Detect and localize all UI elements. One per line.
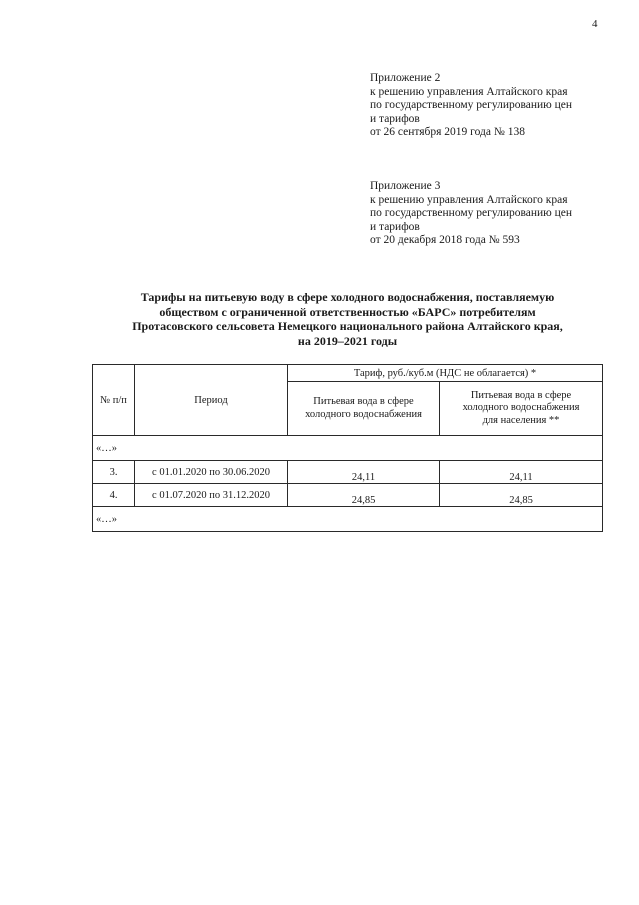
appendix-2-line: и тарифов [370,112,420,125]
title-line: Тарифы на питьевую воду в сфере холодного водоснабжения, поставляемую [140,290,555,304]
appendix-3-line: от 20 декабря 2018 года № 593 [370,234,520,247]
header-line: Питьевая вода в сфере [313,396,414,407]
header-drinking-water [288,382,440,436]
appendix-3-line: к решению управления Алтайского края [370,193,568,206]
row-tariff-drinking-water: 24,11 [288,461,440,484]
row-tariff-population: 24,85 [440,484,603,507]
page-number: 4 [592,18,598,30]
table-row [93,484,603,507]
tariff-table [92,364,603,532]
header-line: холодного водоснабжения [462,402,580,414]
title-line: на 2019–2021 годы [297,333,398,348]
header-line: холодного водоснабжения [305,408,422,420]
document-title [95,290,600,348]
title-line: обществом с ограниченной ответственностью «БАРС» потребителям [159,304,536,319]
ellipsis-text: «…» [93,436,603,461]
appendix-3-block [370,180,620,248]
header-line: для населения ** [482,414,560,426]
table-header-row [93,365,603,382]
header-line: Питьевая вода в сфере [470,389,572,401]
row-period: с 01.07.2020 по 31.12.2020 [135,484,288,507]
header-drinking-water-population [440,382,603,436]
row-period: с 01.01.2020 по 30.06.2020 [135,461,288,484]
table-row-ellipsis [93,436,603,461]
appendix-2-line: по государственному регулированию цен [370,99,573,112]
appendix-2-line: от 26 сентября 2019 года № 138 [370,126,525,139]
title-line: Протасовского сельсовета Немецкого национального района Алтайского края, [132,319,563,333]
appendix-2-line: Приложение 2 [370,72,441,84]
appendix-2-block [370,72,620,140]
header-number: № п/п [93,365,135,436]
row-number: 3. [93,461,135,484]
header-period: Период [135,365,288,436]
appendix-3-line: Приложение 3 [370,180,441,192]
appendix-3-line: и тарифов [370,220,420,233]
row-tariff-population: 24,11 [440,461,603,484]
ellipsis-text: «…» [93,507,603,532]
appendix-2-line: к решению управления Алтайского края [370,85,568,98]
table-row-ellipsis [93,507,603,532]
header-tariff: Тариф, руб./куб.м (НДС не облагается) * [288,365,603,382]
table-row [93,461,603,484]
row-tariff-drinking-water: 24,85 [288,484,440,507]
row-number: 4. [93,484,135,507]
appendix-3-line: по государственному регулированию цен [370,207,573,220]
